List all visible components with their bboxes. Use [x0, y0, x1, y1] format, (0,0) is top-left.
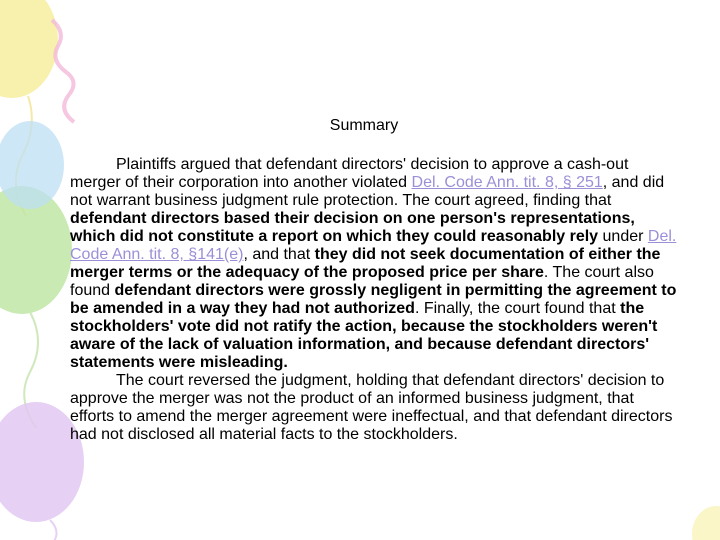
statute-link[interactable]: Del. Code Ann. tit. 8, § 251 — [411, 174, 603, 191]
text-segment: , and that — [243, 246, 315, 263]
statute-link[interactable]: Del. Code Ann. tit. 8, §141(e) — [70, 228, 677, 263]
bold-text-segment: the stockholders' vote did not ratify the action, because the stockholders weren't aware of the lack of valuation information, and because defendant directors' statements were misleading. — [70, 300, 658, 371]
summary-paragraph — [70, 372, 678, 444]
text-segment: . Finally, the court found that — [414, 300, 621, 317]
yellow-balloon-icon — [0, 0, 58, 98]
text-segment: . The court also found — [70, 264, 654, 299]
page-title: Summary — [329, 117, 399, 134]
bold-text-segment: they did not seek documentation of either the merger terms or the adequacy of the proposed price per share — [70, 246, 661, 281]
purple-balloon-string — [50, 520, 57, 540]
text-segment: The court reversed the judgment, holding that defendant directors' decision to approve the merger was not the product of an informed business judgment, that efforts to amend the merger agreement were ineffectual, and that defendant directors had not disclosed all material facts to the stockholders. — [70, 372, 673, 443]
text-segment: , and did not warrant business judgment rule protection. The court agreed, finding that — [70, 174, 665, 209]
text-segment: under — [598, 228, 648, 245]
bold-text-segment: defendant directors based their decision on one person's representations, which did not constitute a report on which they could reasonably rely — [70, 210, 635, 245]
corner-balloon-icon — [692, 506, 720, 540]
summary-body — [70, 156, 678, 444]
summary-paragraph — [70, 156, 678, 372]
text-segment: Plaintiffs argued that defendant directors' decision to approve a cash-out merger of their corporation into another violated — [70, 156, 629, 191]
bold-text-segment: defendant directors were grossly negligent in permitting the agreement to be amended in a way they had not authorized — [70, 282, 677, 317]
